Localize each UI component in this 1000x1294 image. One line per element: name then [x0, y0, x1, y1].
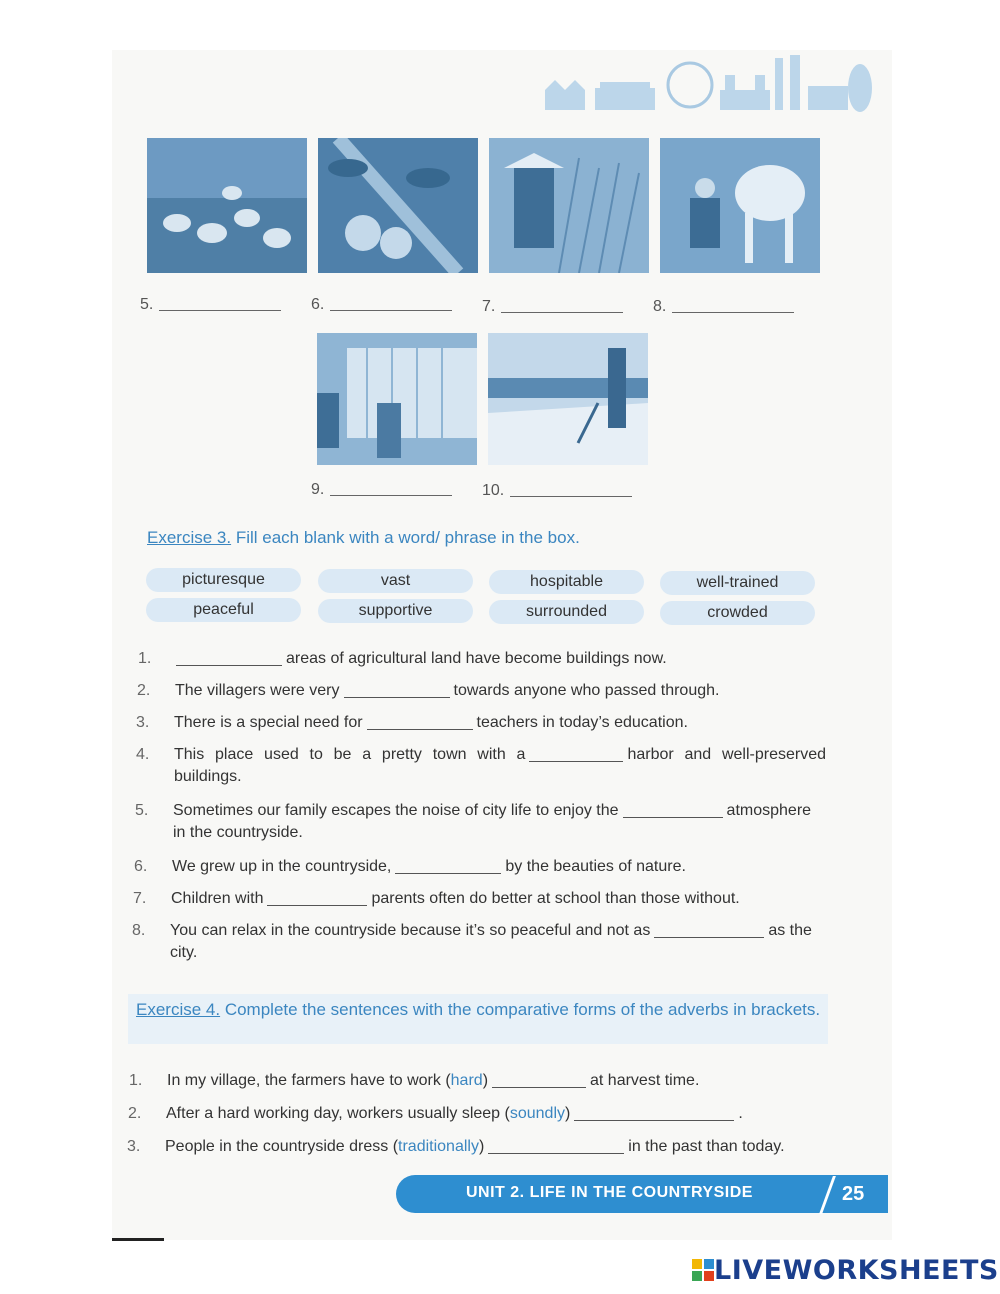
truck-photo	[317, 333, 477, 465]
answer-blank[interactable]	[654, 937, 764, 938]
answer-blank[interactable]	[623, 817, 723, 818]
road-raking-photo	[488, 333, 648, 465]
exercise-3-instruction: Fill each blank with a word/ phrase in the box.	[235, 528, 580, 547]
exercise-4-instruction: Complete the sentences with the comparative forms of the adverbs in brackets.	[224, 1000, 821, 1019]
image-label-7: 7.	[482, 298, 623, 316]
image-label-10: 10.	[482, 482, 632, 500]
answer-blank[interactable]	[510, 496, 632, 497]
page-number: 25	[842, 1183, 865, 1205]
image-label-6: 6.	[311, 296, 452, 314]
exercise-3-sentence-4: 4. This place used to be a pretty town with a harbor and well-preserved buildings.	[136, 746, 827, 785]
city-skyline-illustration	[540, 50, 890, 112]
exercise-3-tag: Exercise 3.	[147, 528, 232, 547]
answer-blank[interactable]	[395, 873, 501, 874]
word-box-item: vast	[318, 569, 473, 593]
answer-blank[interactable]	[344, 697, 450, 698]
fruit-tree-photo	[318, 138, 478, 273]
image-label-5: 5.	[140, 296, 281, 314]
word-box-item: well-trained	[660, 571, 815, 595]
answer-blank[interactable]	[176, 665, 282, 666]
word-box-item: crowded	[660, 601, 815, 625]
goats-photo	[147, 138, 307, 273]
scan-mark	[112, 1238, 164, 1241]
answer-blank[interactable]	[492, 1087, 586, 1088]
liveworksheets-wordmark: LIVEWORKSHEETS	[714, 1255, 999, 1286]
cow-milking-photo	[660, 138, 820, 273]
word-box-item: picturesque	[146, 568, 301, 592]
image-label-9: 9.	[311, 481, 452, 499]
answer-blank[interactable]	[330, 495, 452, 496]
word-box-item: surrounded	[489, 600, 644, 624]
rice-harvest-photo	[489, 138, 649, 273]
liveworksheets-icon	[692, 1259, 714, 1281]
answer-blank[interactable]	[267, 905, 367, 906]
answer-blank[interactable]	[367, 729, 473, 730]
word-box-item: peaceful	[146, 598, 301, 622]
answer-blank[interactable]	[529, 761, 623, 762]
word-box-item: hospitable	[489, 570, 644, 594]
exercise-3-title	[147, 528, 580, 548]
exercise-4-tag: Exercise 4.	[136, 1000, 221, 1019]
exercise-4-title	[136, 998, 826, 1021]
answer-blank[interactable]	[672, 312, 794, 313]
answer-blank[interactable]	[501, 312, 623, 313]
word-box-item: supportive	[318, 599, 473, 623]
unit-title: UNIT 2. LIFE IN THE COUNTRYSIDE	[466, 1184, 753, 1201]
image-label-8: 8.	[653, 298, 794, 316]
answer-blank[interactable]	[159, 310, 281, 311]
answer-blank[interactable]	[488, 1153, 624, 1154]
answer-blank[interactable]	[330, 310, 452, 311]
answer-blank[interactable]	[574, 1120, 734, 1121]
exercise-3-sentence-8: 8. You can relax in the countryside because it’s so peaceful and not as as the city.	[132, 922, 812, 961]
exercise-3-sentence-5: 5. Sometimes our family escapes the noise of city life to enjoy the atmosphere in the countryside.	[135, 802, 812, 841]
